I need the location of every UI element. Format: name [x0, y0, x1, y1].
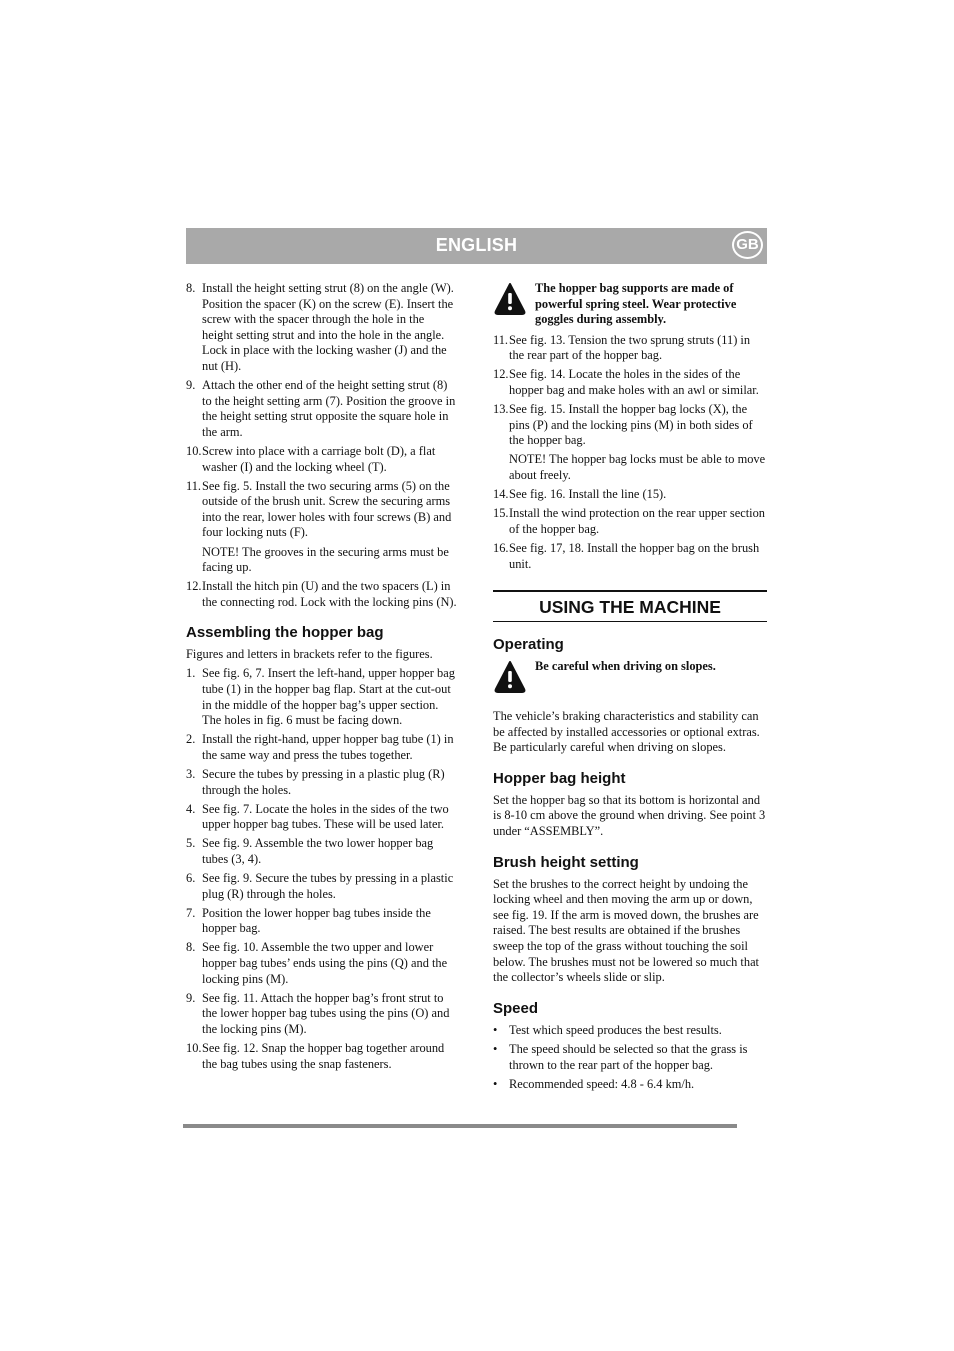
list-item: 2. Install the right-hand, upper hopper bag tube (1) in the same way and press the tubes together. — [186, 732, 454, 762]
list-item: 12. See fig. 14. Locate the holes in the sides of the hopper bag and make holes with an awl or similar. — [493, 367, 759, 398]
section-heading-hopper-bag: Assembling the hopper bag — [186, 624, 384, 642]
list-item: 8. Install the height setting strut (8) on the angle (W). Position the spacer (K) on the screw (E). Insert the screw with the spacer through the hole in the height setting strut and into the hole in the angle. Lock in place with the locking washer (J) and the nut (H). — [186, 281, 454, 373]
bullet-item: • Test which speed produces the best results. — [493, 1022, 722, 1037]
bullet-icon: • — [493, 1076, 498, 1091]
footer-rule — [183, 1124, 737, 1128]
brush-height-text: Set the brushes to the correct height by undoing the locking wheel and then moving the arm up or down, see fig. 19. If the arm is moved down, the brushes are raised. The best results are obtained if the brushes sweep the top of the grass without touching the soil below. The brushes must not be lowered so much that the collector’s wheels slide or slip. — [493, 876, 760, 985]
intro-text: Figures and letters in brackets refer to the figures. — [186, 647, 433, 662]
list-item: 9. See fig. 11. Attach the hopper bag’s front strut to the lower hopper bag tubes using the pins (O) and the locking pins (M). — [186, 990, 450, 1036]
section-title: USING THE MACHINE — [539, 597, 721, 618]
list-item: 4. See fig. 7. Locate the holes in the sides of the two upper hopper bag tubes. These will be used later. — [186, 801, 449, 832]
heading-hopper-bag-height: Hopper bag height — [493, 769, 626, 787]
list-item: 9. Attach the other end of the height setting strut (8) to the height setting arm (7). Position the groove in the height setting strut opposite the square hole in the arm. — [186, 378, 456, 439]
warning-text: Be careful when driving on slopes. — [535, 659, 716, 674]
list-item: 15. Install the wind protection on the rear upper section of the hopper bag. — [493, 506, 765, 536]
bullet-icon: • — [493, 1041, 498, 1056]
list-item: 6. See fig. 9. Secure the tubes by pressing in a plastic plug (R) through the holes. — [186, 871, 454, 901]
warning-box — [493, 659, 767, 695]
language-title: ENGLISH — [435, 235, 518, 255]
bullet-item: • The speed should be selected so that the grass is thrown to the rear part of the hopper bag. — [493, 1041, 748, 1072]
list-item: 11. See fig. 5. Install the two securing arms (5) on the outside of the brush unit. Screw the securing arms into the rear, lower holes with four screws (B) and four locking nuts (F). — [186, 478, 452, 540]
list-item: 10. See fig. 12. Snap the hopper bag together around the bag tubes using the snap fasteners. — [186, 1041, 445, 1071]
list-item: 7. Position the lower hopper bag tubes inside the hopper bag. — [186, 905, 431, 936]
warning-text: The hopper bag supports are made of powerful spring steel. Wear protective goggles during assembly. — [535, 281, 737, 327]
list-item: 10. Screw into place with a carriage bolt (D), a flat washer (I) and the locking wheel (T). — [186, 443, 436, 474]
list-item: 14. See fig. 16. Install the line (15). — [493, 487, 667, 502]
operating-text: The vehicle’s braking characteristics and stability can be affected by installed accessories or optional extras. Be particularly careful when driving on slopes. — [493, 709, 760, 755]
note-text: NOTE! The hopper bag locks must be able to move about freely. — [509, 452, 766, 483]
heading-brush-height: Brush height setting — [493, 853, 639, 871]
section-title-box — [493, 590, 767, 622]
warning-box — [493, 281, 767, 328]
right-column — [493, 281, 767, 1096]
list-item: 5. See fig. 9. Assemble the two lower hopper bag tubes (3, 4). — [186, 836, 434, 866]
heading-operating: Operating — [493, 636, 564, 654]
left-column — [186, 281, 458, 1076]
country-badge: GB — [732, 231, 763, 259]
list-item: 13. See fig. 15. Install the hopper bag locks (X), the pins (P) and the locking pins (M) in both sides of the hopper bag. — [493, 402, 753, 448]
list-item: 3. Secure the tubes by pressing in a plastic plug (R) through the holes. — [186, 767, 445, 797]
list-item: 12. Install the hitch pin (U) and the two spacers (L) in the connecting rod. Lock with the locking pins (N). — [186, 579, 457, 609]
heading-speed: Speed — [493, 999, 539, 1017]
note-text: NOTE! The grooves in the securing arms must be facing up. — [202, 544, 449, 575]
hopper-height-text: Set the hopper bag so that its bottom is horizontal and is 8-10 cm above the ground when driving. See point 3 under “ASSEMBLY”. — [493, 792, 766, 839]
list-item: 11. See fig. 13. Tension the two sprung struts (11) in the rear part of the hopper bag. — [493, 332, 751, 363]
warning-icon — [493, 281, 535, 317]
list-item: 1. See fig. 6, 7. Insert the left-hand, upper hopper bag tube (1) in the hopper bag flap. Start at the cut-out in the middle of the hopper bag’s upper section. The holes in fig. 6 must be facing down. — [186, 666, 455, 728]
bullet-item: • Recommended speed: 4.8 - 6.4 km/h. — [493, 1076, 695, 1091]
bullet-icon: • — [493, 1022, 498, 1037]
warning-icon — [493, 659, 535, 695]
list-item: 16. See fig. 17, 18. Install the hopper bag on the brush unit. — [493, 540, 760, 571]
language-banner — [186, 228, 767, 264]
list-item: 8. See fig. 10. Assemble the two upper and lower hopper bag tubes’ ends using the pins (Q) and the locking pins (M). — [186, 940, 448, 986]
